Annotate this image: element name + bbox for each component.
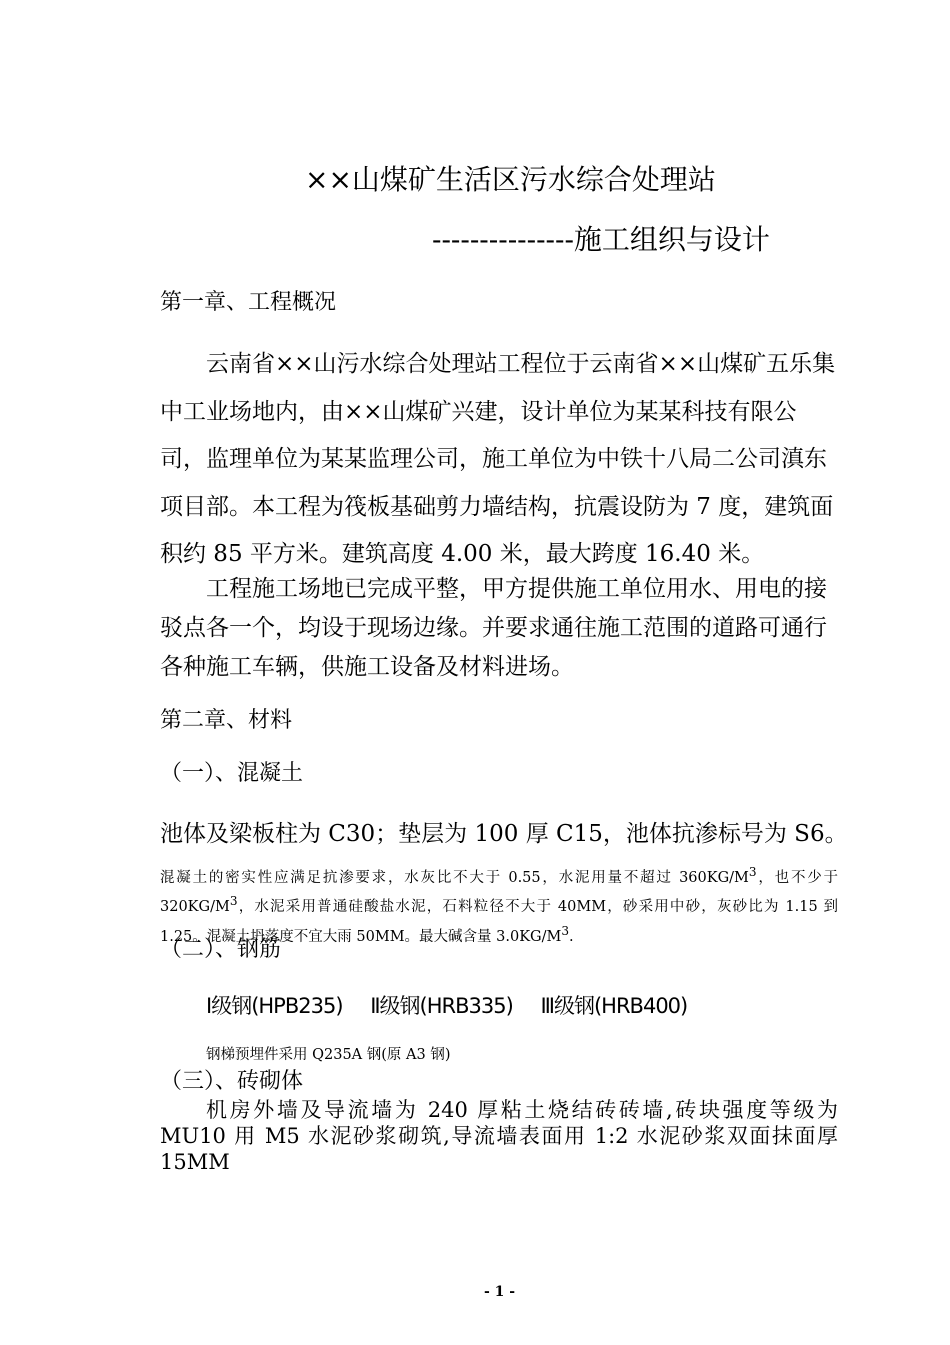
superscript-3: 3	[748, 865, 757, 879]
chapter1-paragraph-1	[160, 341, 838, 579]
document-subtitle: ---------------施工组织与设计	[432, 223, 770, 256]
page-number: - 1 -	[484, 1284, 516, 1300]
superscript-3: 3	[561, 923, 570, 938]
masonry-paragraph	[160, 1097, 838, 1175]
chapter1-paragraph-2	[160, 570, 838, 687]
chapter2-heading: 第二章、材料	[160, 708, 293, 733]
rebar-grade-2: Ⅱ级钢(HRB335)	[370, 994, 513, 1018]
document-title: ××山煤矿生活区污水综合处理站	[305, 163, 716, 196]
rebar-heading: （二）、钢筋	[160, 937, 282, 962]
chapter1-paragraph-2-text: 工程施工场地已完成平整，甲方提供施工单位用水、用电的接驳点各一个，均设于现场边缘。并要求通往施工范围的道路可通行各种施工车辆，供施工设备及材料进场。	[160, 576, 827, 680]
rebar-note: 钢梯预埋件采用 Q235A 钢(原 A3 钢)	[206, 1047, 451, 1063]
concrete-note-part-c: ，水泥采用普通硅酸盐水泥，石料粒径不大于 40MM，砂采用中砂，灰砂比为 1.15 到 1.25。混凝土坍落度不宜大雨 50MM。最大碱含量 3.0KG/M	[160, 899, 838, 945]
concrete-note-part-a: 混凝土的密实性应满足抗渗要求，水灰比不大于 0.55，水泥用量不超过 360KG/M	[160, 869, 749, 886]
concrete-note-part-d: .	[569, 928, 574, 945]
chapter1-heading: 第一章、工程概况	[160, 290, 337, 315]
rebar-grade-3: Ⅲ级钢(HRB400)	[540, 994, 688, 1018]
masonry-paragraph-text: 机房外墙及导流墙为 240 厚粘土烧结砖砖墙,砖块强度等级为 MU10 用 M5 水泥砂浆砌筑,导流墙表面用 1:2 水泥砂浆双面抹面厚 15MM	[160, 1098, 838, 1174]
rebar-grades	[206, 990, 709, 1020]
chapter1-paragraph-1-text: 云南省××山污水综合处理站工程位于云南省××山煤矿五乐集中工业场地内，由××山煤矿兴建，设计单位为某某科技有限公司，监理单位为某某监理公司，施工单位为中铁十八局二公司滇东项目部。本工程为筏板基础剪力墙结构，抗震设防为 7 度，建筑面积约 85 平方米。建筑高度 4.00 米，最大跨度 16.40 米。	[160, 351, 836, 567]
rebar-grade-1: Ⅰ级钢(HPB235)	[206, 994, 343, 1018]
concrete-spec-line: 池体及梁板柱为 C30；垫层为 100 厚 C15，池体抗渗标号为 S6。	[160, 821, 848, 847]
concrete-heading: （一）、混凝土	[160, 761, 304, 786]
superscript-3: 3	[229, 894, 238, 909]
concrete-note-part-b: ，也不少于 320KG/M	[160, 869, 839, 916]
masonry-heading: （三）、砖砌体	[160, 1069, 304, 1094]
